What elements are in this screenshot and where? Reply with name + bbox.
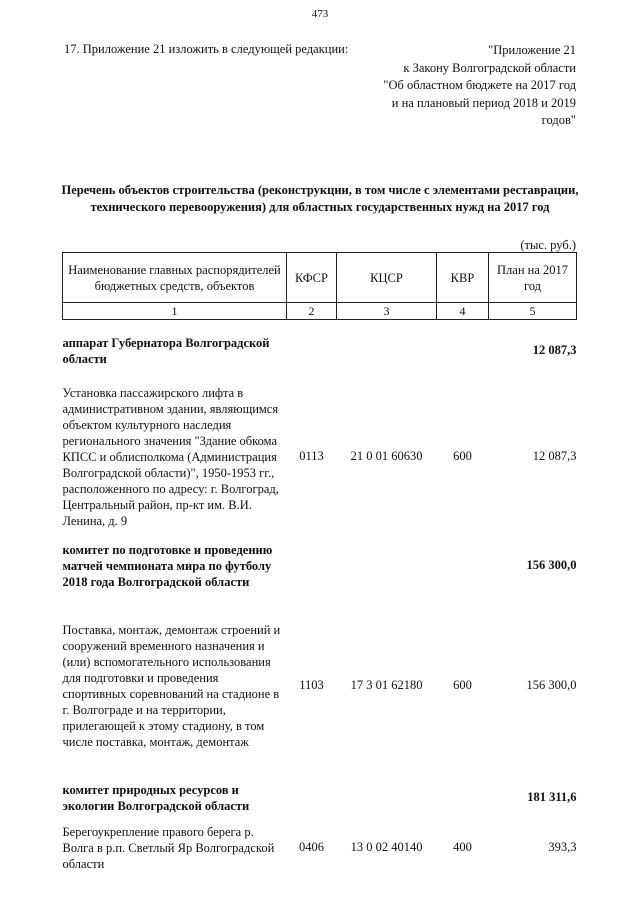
table-header-row [63, 253, 577, 303]
row-plan: 156 300,0 [526, 558, 577, 572]
appendix-reference [383, 42, 576, 130]
title-line: Перечень объектов строительства (реконструкции, в том числе с элементами реставрации, [61, 183, 579, 197]
appendix-line: "Приложение 21 [488, 43, 576, 57]
table-row [63, 532, 577, 600]
appendix-line: "Об областном бюджете на 2017 год [383, 78, 576, 92]
row-plan: 12 087,3 [532, 343, 577, 358]
row-kvr [437, 320, 489, 382]
row-name: Поставка, монтаж, демонтаж строений и сооружений временного назначения и (или) вспомогательного использования для подготовки и проведения спортивных соревнований на стадионе в г. Волгограде и на территории, прилегающей к этому стадиону, в том числе поставка, монтаж, демонтаж [62, 622, 281, 749]
row-kfsr [287, 772, 337, 824]
row-plan: 156 300,0 [526, 678, 577, 692]
table-row [63, 772, 577, 824]
header-kcsr: КЦСР [337, 253, 437, 303]
row-name: комитет природных ресурсов и экологии Волгоградской области [62, 782, 250, 813]
row-kcsr [337, 532, 437, 600]
appendix-line: годов" [541, 113, 576, 127]
appendix-line: к Закону Волгоградской области [403, 60, 576, 75]
row-kcsr: 13 0 02 40140 [350, 840, 423, 854]
header-kvr: КВР [437, 253, 489, 303]
row-plan: 12 087,3 [532, 449, 577, 463]
index-cell: 3 [337, 303, 437, 320]
row-kvr: 400 [453, 840, 472, 854]
table-row [63, 320, 577, 382]
page-number: 473 [311, 8, 329, 20]
row-kfsr: 0406 [299, 840, 324, 854]
row-name: Установка пассажирского лифта в административном здании, являющимся объектом культурного наследия регионального значения "Здание обкома КПСС и облисполкома (Администрация Волгоградской области)", 1950-1953 гг., расположенного по адресу: г. Волгоград, Центральный район, пр-кт им. В.И. Ленина, д. 9 [62, 385, 279, 528]
row-kfsr: 1103 [299, 678, 324, 692]
table-row [63, 382, 577, 532]
objects-table [62, 252, 577, 872]
row-kvr [437, 532, 489, 600]
row-kcsr [337, 320, 437, 382]
amendment-intro: 17. Приложение 21 изложить в следующей редакции: [64, 42, 349, 56]
document-title [40, 182, 600, 216]
table-index-row [63, 303, 577, 320]
row-kcsr [337, 772, 437, 824]
table-row [63, 600, 577, 772]
row-kfsr [287, 320, 337, 382]
row-kcsr: 17 3 01 62180 [350, 678, 423, 692]
header-kfsr: КФСР [287, 253, 337, 303]
index-cell: 2 [287, 303, 337, 320]
row-kvr [437, 772, 489, 824]
header-plan: План на 2017 год [489, 253, 577, 303]
title-line: технического перевооружения) для областных государственных нужд на 2017 год [90, 200, 550, 214]
row-name: Берегоукрепление правого берега р. Волга в р.п. Светлый Яр Волгоградской области [62, 824, 275, 871]
row-kfsr [287, 532, 337, 600]
row-name: аппарат Губернатора Волгоградской области [62, 335, 270, 366]
units-label: (тыс. руб.) [520, 238, 576, 252]
row-kcsr: 21 0 01 60630 [350, 449, 423, 463]
row-plan: 393,3 [548, 840, 577, 854]
table-row [63, 824, 577, 872]
row-kfsr: 0113 [299, 449, 324, 463]
index-cell: 5 [489, 303, 577, 320]
appendix-line: и на плановый период 2018 и 2019 [391, 95, 576, 110]
row-plan: 181 311,6 [527, 790, 577, 804]
index-cell: 1 [63, 303, 287, 320]
row-name: комитет по подготовке и проведению матчей чемпионата мира по футболу 2018 года Волгоградской области [62, 542, 273, 589]
header-name: Наименование главных распорядителей бюджетных средств, объектов [63, 253, 287, 303]
row-kvr: 600 [453, 678, 472, 692]
index-cell: 4 [437, 303, 489, 320]
row-kvr: 600 [453, 449, 472, 463]
